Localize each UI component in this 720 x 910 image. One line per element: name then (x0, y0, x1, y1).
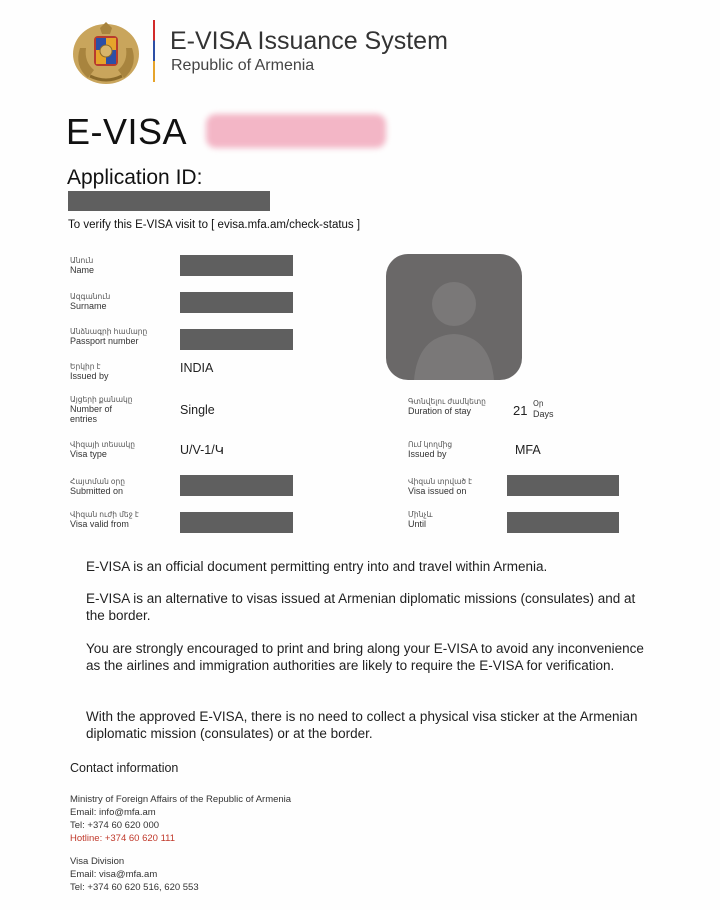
duration-unit-en: Days (533, 409, 554, 419)
visa-type-label-arm: Վիզայի տեսակը (70, 440, 135, 449)
info-paragraph-4: With the approved E-VISA, there is no need to collect a physical visa sticker at the Armenian diplomatic mission (consulates) or at the border. (86, 709, 638, 741)
ministry-email: Email: info@mfa.am (70, 807, 156, 818)
ministry-name: Ministry of Foreign Affairs of the Republic of Armenia (70, 794, 292, 805)
duration-value: 21 (513, 403, 528, 418)
duration-label-en: Duration of stay (408, 406, 472, 416)
until-label-arm: Մինչև (408, 510, 433, 519)
blurred-visa-number (206, 114, 386, 148)
submitted-on-label (70, 477, 125, 496)
surname-label-en: Surname (70, 301, 107, 311)
issued-by-authority-label-en: Issued by (408, 449, 447, 459)
issued-by-authority-value: MFA (515, 443, 541, 457)
visa-issued-on-label-en: Visa issued on (408, 486, 467, 496)
coat-of-arms-icon (70, 18, 142, 86)
name-label-arm: Անուն (70, 256, 94, 265)
passport-label (70, 327, 147, 346)
duration-label (408, 397, 486, 416)
system-subtitle: Republic of Armenia (171, 57, 315, 74)
entries-label-en-2: entries (70, 414, 98, 424)
system-title: E-VISA Issuance System (170, 27, 448, 55)
ministry-hotline: Hotline: +374 60 620 111 (70, 833, 176, 844)
visa-type-label (70, 440, 135, 459)
info-paragraph-2: E-VISA is an alternative to visas issued at Armenian diplomatic missions (consulates) and at the border. (86, 591, 636, 623)
visa-type-value: U/V-1/Կ (180, 443, 224, 457)
until-redacted (507, 512, 619, 533)
until-label (408, 510, 433, 529)
until-label-en: Until (408, 519, 427, 529)
verify-instruction: To verify this E-VISA visit to [ evisa.mfa.am/check-status ] (68, 219, 361, 231)
visa-division-name: Visa Division (70, 856, 125, 867)
visa-type-label-en: Visa type (70, 449, 107, 459)
entries-label-en-1: Number of (70, 404, 113, 414)
visa-division-email: Email: visa@mfa.am (70, 869, 158, 880)
submitted-on-redacted (180, 475, 293, 496)
name-label (70, 256, 94, 275)
info-paragraph-3: You are strongly encouraged to print and bring along your E-VISA to avoid any inconvenience as the airlines and immigration authorities are likely to require the E-VISA for verification. (86, 641, 644, 673)
issued-by-country-label (70, 362, 109, 381)
passport-label-en: Passport number (70, 336, 139, 346)
info-paragraph-1: E-VISA is an official document permitting entry into and travel within Armenia. (86, 559, 548, 574)
entries-value: Single (180, 403, 215, 417)
applicant-photo (386, 254, 522, 380)
valid-from-label (70, 510, 139, 529)
issued-by-country-label-arm: Երկիր է (70, 362, 101, 371)
duration-unit-arm: Օր (533, 399, 544, 408)
application-id-redacted (68, 191, 270, 211)
name-label-en: Name (70, 265, 95, 275)
submitted-on-label-en: Submitted on (70, 486, 124, 496)
surname-label (70, 292, 110, 311)
issued-by-country-label-en: Issued by (70, 371, 109, 381)
person-silhouette-icon (386, 254, 522, 380)
duration-unit (533, 399, 554, 419)
valid-from-label-arm: Վիզան ուժի մեջ է (70, 510, 139, 519)
document-title: E-VISA (66, 111, 188, 152)
valid-from-label-en: Visa valid from (70, 519, 129, 529)
visa-division-tel: Tel: +374 60 620 516, 620 553 (70, 882, 199, 893)
visa-issued-on-label (408, 477, 472, 496)
name-redacted (180, 255, 293, 276)
surname-redacted (180, 292, 293, 313)
issued-by-authority-label (408, 440, 452, 459)
issued-by-authority-label-arm: Ում կողմից (408, 440, 453, 449)
entries-label-arm: Այցերի քանակը (70, 395, 133, 404)
passport-label-arm: Անձնագրի համարը (70, 327, 148, 336)
contact-title: Contact information (70, 761, 179, 775)
submitted-on-label-arm: Հայտման օրը (70, 477, 125, 486)
surname-label-arm: Ազգանուն (70, 292, 111, 301)
visa-issued-on-redacted (507, 475, 619, 496)
valid-from-redacted (180, 512, 293, 533)
header-divider (153, 20, 155, 82)
visa-issued-on-label-arm: Վիզան տրված է (408, 477, 473, 486)
duration-label-arm: Գտնվելու ժամկետը (408, 397, 486, 406)
ministry-tel: Tel: +374 60 620 000 (70, 820, 160, 831)
issued-by-country-value: INDIA (180, 361, 214, 375)
passport-redacted (180, 329, 293, 350)
application-id-label: Application ID: (67, 166, 203, 189)
entries-label (70, 395, 133, 424)
